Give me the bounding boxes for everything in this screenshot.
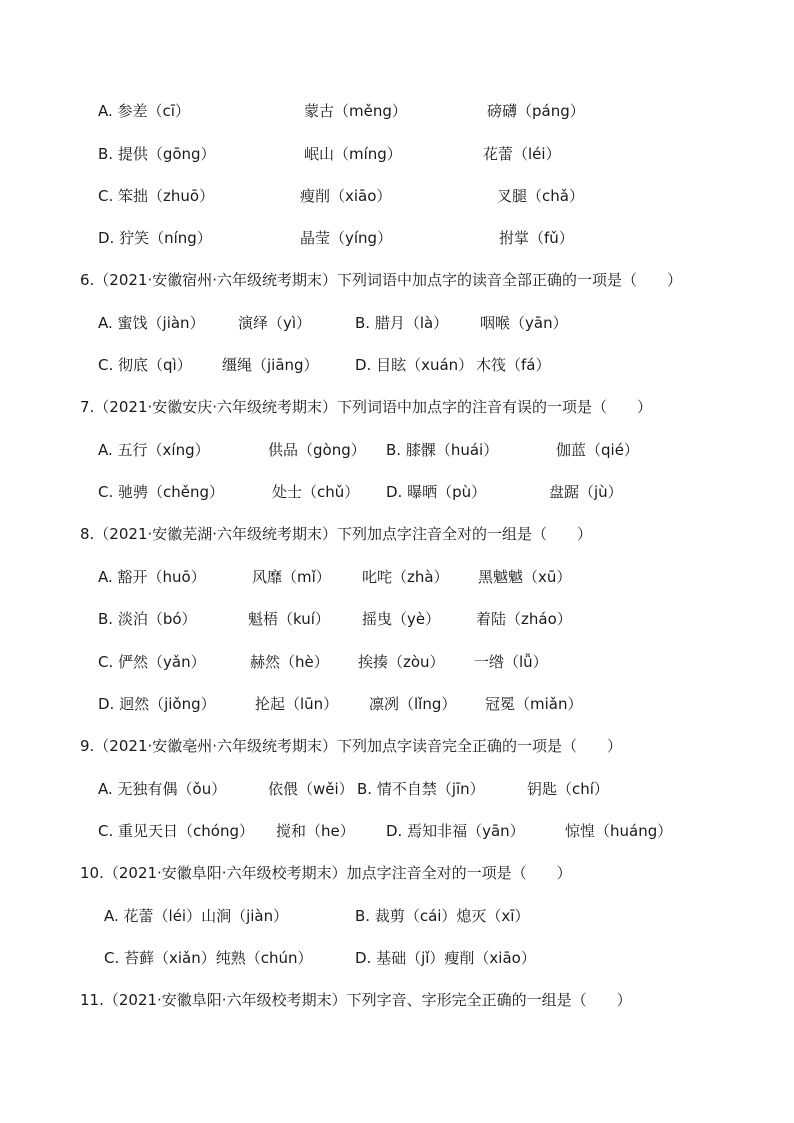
- option-text: 风靡（mǐ）: [252, 568, 331, 586]
- option-text: 拊掌（fǔ）: [499, 229, 574, 247]
- option-text: 晶莹（yíng）: [300, 229, 393, 247]
- option-text: C. 笨拙（zhuō）: [98, 187, 215, 205]
- question-text: 9.（2021·安徽亳州·六年级统考期末）下列加点字读音完全正确的一项是（ ）: [80, 737, 623, 755]
- option-text: D. 曝晒（pù）: [386, 483, 487, 501]
- option-text: C. 重见天日（chóng）: [98, 822, 254, 840]
- option-text: B. 膝髁（huái）: [386, 441, 499, 459]
- option-text: 赫然（hè）: [250, 653, 329, 671]
- option-text: 供品（gòng）: [268, 441, 366, 459]
- option-text: A. 豁开（huō）: [98, 568, 206, 586]
- option-text: 冠冕（miǎn）: [485, 695, 583, 713]
- option-text: A. 五行（xíng）: [98, 441, 210, 459]
- option-text: 伽蓝（qié）: [556, 441, 639, 459]
- option-text: 磅礴（páng）: [487, 102, 585, 120]
- option-text: A. 花蕾（léi）山涧（jiàn）: [104, 907, 289, 925]
- option-text: 钥匙（chí）: [527, 780, 609, 798]
- option-text: B. 淡泊（bó）: [98, 610, 197, 628]
- option-text: C. 俨然（yǎn）: [98, 653, 206, 671]
- option-text: C. 彻底（qì）: [98, 356, 192, 374]
- option-text: 演绎（yì）: [238, 314, 312, 332]
- option-text: 一绺（lǚ）: [474, 653, 548, 671]
- option-text: 花蕾（léi）: [483, 145, 561, 163]
- option-text: D. 焉知非福（yān）: [386, 822, 525, 840]
- option-text: 咽喉（yān）: [480, 314, 568, 332]
- option-text: 木筏（fá）: [476, 356, 551, 374]
- option-text: A. 蜜饯（jiàn）: [98, 314, 205, 332]
- option-text: 瘦削（xiāo）: [300, 187, 392, 205]
- option-text: 岷山（míng）: [304, 145, 402, 163]
- option-text: B. 情不自禁（jīn）: [357, 780, 485, 798]
- option-text: 惊惶（huáng）: [565, 822, 673, 840]
- option-text: 处士（chǔ）: [272, 483, 360, 501]
- option-text: 叱咤（zhà）: [362, 568, 449, 586]
- option-text: 摇曳（yè）: [362, 610, 441, 628]
- option-text: C. 驰骋（chěng）: [98, 483, 225, 501]
- option-text: 凛冽（lǐng）: [369, 695, 457, 713]
- question-text: 10.（2021·安徽阜阳·六年级校考期末）加点字注音全对的一项是（ ）: [80, 864, 572, 882]
- option-text: A. 无独有偶（ǒu）: [98, 780, 227, 798]
- option-text: 抡起（lūn）: [255, 695, 339, 713]
- question-text: 11.（2021·安徽阜阳·六年级校考期末）下列字音、字形完全正确的一组是（ ）: [80, 991, 632, 1009]
- option-text: D. 基础（jǐ）瘦削（xiāo）: [355, 949, 536, 967]
- option-text: B. 腊月（là）: [355, 314, 449, 332]
- option-text: B. 裁剪（cái）熄灭（xī）: [355, 907, 530, 925]
- option-text: 缰绳（jiāng）: [222, 356, 319, 374]
- option-text: B. 提供（gōng）: [98, 145, 216, 163]
- option-text: 魁梧（kuí）: [248, 610, 330, 628]
- question-text: 8.（2021·安徽芜湖·六年级统考期末）下列加点字注音全对的一组是（ ）: [80, 525, 593, 543]
- option-text: 着陆（zháo）: [476, 610, 572, 628]
- option-text: 黑魆魆（xū）: [478, 568, 572, 586]
- question-text: 6.（2021·安徽宿州·六年级统考期末）下列词语中加点字的读音全部正确的一项是（ ）: [80, 271, 683, 289]
- option-text: 蒙古（měng）: [304, 102, 407, 120]
- option-text: D. 迥然（jiǒng）: [98, 695, 216, 713]
- option-text: D. 目眩（xuán）: [355, 356, 474, 374]
- option-text: 盘踞（jù）: [549, 483, 623, 501]
- option-text: C. 苔藓（xiǎn）纯熟（chún）: [104, 949, 313, 967]
- option-text: D. 狞笑（níng）: [98, 229, 212, 247]
- option-text: 搅和（he）: [276, 822, 355, 840]
- option-text: 挨揍（zòu）: [358, 653, 445, 671]
- option-text: 依偎（wěi）: [268, 780, 354, 798]
- option-text: 叉腿（chǎ）: [497, 187, 584, 205]
- question-text: 7.（2021·安徽安庆·六年级统考期末）下列词语中加点字的注音有误的一项是（ ）: [80, 398, 653, 416]
- option-text: A. 参差（cī）: [98, 102, 190, 120]
